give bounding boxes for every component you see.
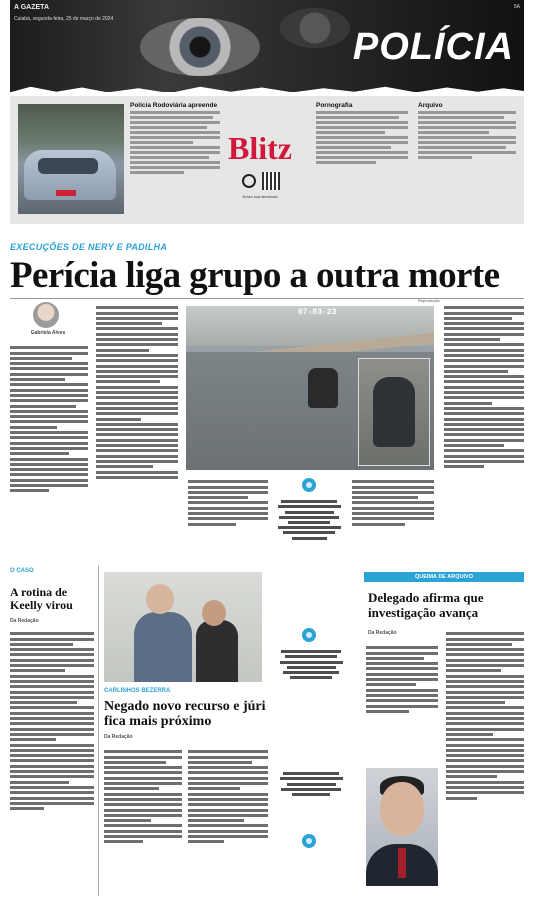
- story-column-4: [352, 478, 434, 528]
- blitz-col3-text: [418, 111, 516, 158]
- whatsapp-icon: [242, 174, 256, 188]
- blitz-contact: Envie sua denúncia: [242, 194, 278, 199]
- quote-icon: [302, 834, 316, 848]
- inset-photo: [358, 358, 430, 466]
- story-column-5: [444, 304, 524, 471]
- box-column-2: [446, 630, 524, 802]
- story-column-3: [188, 478, 268, 528]
- brief-title: A rotina de Keelly virou: [10, 585, 73, 612]
- blitz-col2-text: [316, 111, 408, 163]
- box-byline: Da Redação: [368, 630, 397, 636]
- headline-rule: [10, 298, 524, 299]
- brand-name: A GAZETA: [14, 4, 49, 11]
- box-title: Delegado afirma que investigação avança: [368, 590, 484, 620]
- story-kicker: EXECUÇÕES DE NERY E PADILHA: [10, 242, 168, 252]
- middle-column-1: [104, 748, 182, 846]
- brief-text: [10, 630, 94, 812]
- face-shadow: [280, 8, 350, 48]
- blitz-photo: [18, 104, 124, 214]
- motorcycle-rider: [308, 368, 338, 408]
- blitz-column-2: [316, 102, 408, 166]
- page-ref: 5A: [513, 4, 520, 10]
- blitz-column-1: [130, 102, 220, 176]
- court-photo: [104, 572, 262, 682]
- quote-icon: [302, 478, 316, 492]
- photo-credit: Reprodução: [418, 298, 440, 303]
- pull-quote-2: [276, 648, 346, 681]
- masthead-banner: [10, 0, 524, 92]
- car-plate: [56, 190, 76, 196]
- column-divider: [98, 566, 99, 896]
- blitz-col1-title: Polícia Rodoviária apreende: [130, 102, 218, 109]
- pull-quote-3: [276, 770, 346, 798]
- middle-column-2: [188, 748, 268, 846]
- blitz-column-3: [418, 102, 516, 161]
- middle-byline: Da Redação: [104, 734, 133, 740]
- quote-icon: [302, 628, 316, 642]
- middle-title: Negado novo recurso e júri fica mais próximo: [104, 699, 266, 729]
- eye-photo: [140, 18, 260, 76]
- blitz-col3-title: Arquivo: [418, 102, 443, 109]
- blitz-logo: Blitz: [228, 130, 292, 166]
- camera-timestamp: 07-03-23: [298, 308, 337, 317]
- story-headline: Perícia liga grupo a outra morte: [10, 255, 500, 296]
- brief-byline: Da Redação: [10, 618, 39, 624]
- story-column-2: [96, 304, 178, 481]
- middle-tag: CARLINHOS BEZERRA: [104, 688, 171, 694]
- box-column-1: [366, 644, 438, 715]
- cctv-photo: [186, 306, 434, 470]
- blitz-col2-title: Pornografia: [316, 102, 353, 109]
- date-line: Cuiabá, segunda-feira, 25 de março de 2024: [14, 16, 114, 22]
- qr-code-icon: [262, 172, 280, 190]
- author-name: Gabriela Alves: [30, 330, 66, 336]
- box-header-bar: QUEIMA DE ARQUIVO: [364, 572, 524, 582]
- story-column-1: [10, 344, 88, 495]
- author-avatar: [33, 302, 59, 328]
- brief-tag: O CASO: [10, 568, 34, 574]
- delegado-portrait: [366, 768, 438, 886]
- section-title: POLÍCIA: [352, 26, 514, 68]
- blitz-section: [10, 96, 524, 224]
- pull-quote-1: [274, 498, 344, 542]
- blitz-col1-text: [130, 111, 220, 173]
